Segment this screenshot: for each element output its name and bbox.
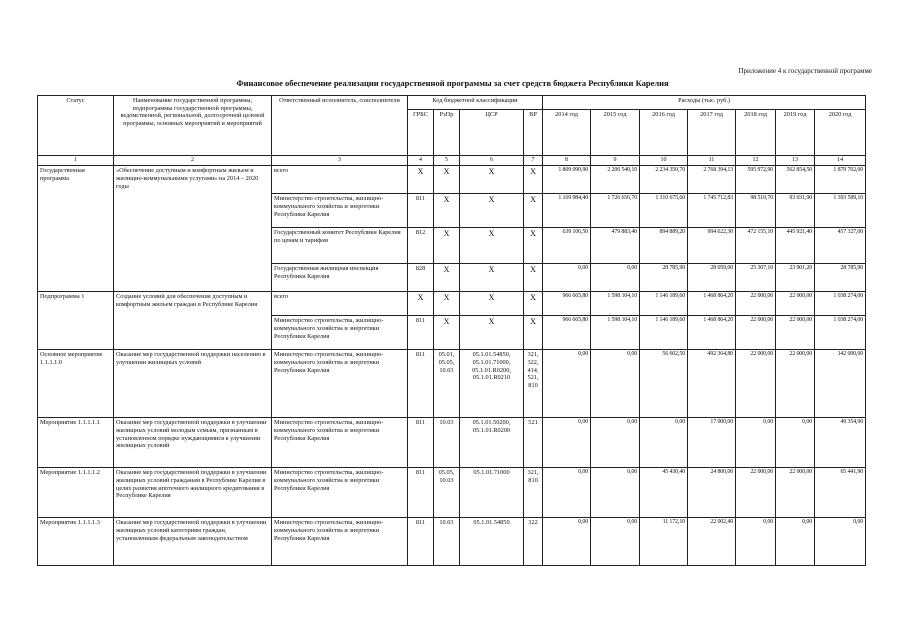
value-cell: 93 031,90 xyxy=(776,194,815,228)
header-rzpr: РзПр xyxy=(434,110,460,156)
executor-cell: Министерство строительства, жилищно-коммунального хозяйства и энергетики Республики Карелия xyxy=(272,518,408,566)
csr-cell: 05.1.01.71000 xyxy=(460,468,524,518)
value-cell: 22 000,00 xyxy=(776,316,815,350)
value-cell: 0,00 xyxy=(543,418,591,468)
value-cell: 1 146 189,60 xyxy=(640,316,688,350)
csr-cell xyxy=(460,418,524,468)
rzpr-cell: Х xyxy=(434,228,460,264)
table-body xyxy=(38,166,866,566)
header-year: 2014 год xyxy=(543,110,591,156)
value-cell: 28 059,00 xyxy=(688,264,736,292)
value-cell: 1 468 864,20 xyxy=(688,316,736,350)
column-number: 7 xyxy=(524,156,543,166)
value-cell: 1 169 984,40 xyxy=(543,194,591,228)
header-grbs: ГРБС xyxy=(408,110,434,156)
csr-cell: Х xyxy=(460,166,524,194)
header-year: 2018 год xyxy=(736,110,776,156)
vr-cell: Х xyxy=(524,166,543,194)
vr-cell: 322 xyxy=(524,518,543,566)
name-cell: «Обеспечение доступным и комфортным жильем и жилищно-коммунальными услугами» на 2014 – 2020 годы xyxy=(114,166,272,292)
csr-code: 05.1.01.R0200 xyxy=(472,426,511,434)
value-cell: 0,00 xyxy=(815,518,866,566)
vr-code: 321, xyxy=(527,351,539,359)
value-cell: 0,00 xyxy=(776,418,815,468)
value-cell: 0,00 xyxy=(640,418,688,468)
rzpr-cell: Х xyxy=(434,264,460,292)
value-cell: 22 000,00 xyxy=(736,350,776,418)
value-cell: 0,00 xyxy=(591,418,640,468)
grbs-cell: 811 xyxy=(408,518,434,566)
table-row xyxy=(38,518,866,566)
executor-cell: Министерство строительства, жилищно-коммунального хозяйства и энергетики Республики Карелия xyxy=(272,194,408,228)
rzpr-cell: 05.01, 05.05, 10.03 xyxy=(434,350,460,418)
executor-cell: Министерство строительства, жилищно-коммунального хозяйства и энергетики Республики Карелия xyxy=(272,316,408,350)
rzpr-cell: Х xyxy=(434,316,460,350)
status-cell: Подпрограмма 1 xyxy=(38,292,114,350)
header-expenses: Расходы (тыс. руб.) xyxy=(543,96,866,110)
value-cell: 22 000,00 xyxy=(776,292,815,316)
value-cell: 98 510,70 xyxy=(736,194,776,228)
grbs-cell: 811 xyxy=(408,418,434,468)
header-year: 2017 год xyxy=(688,110,736,156)
executor-cell: Государственная жилищная инспекция Республики Карелия xyxy=(272,264,408,292)
header-status: Статус xyxy=(38,96,114,156)
header-year: 2020 год xyxy=(815,110,866,156)
value-cell: 2 206 540,10 xyxy=(591,166,640,194)
value-cell: 28 785,90 xyxy=(815,264,866,292)
value-cell: 49 354,90 xyxy=(815,418,866,468)
rzpr-cell: Х xyxy=(434,166,460,194)
value-cell: 0,00 xyxy=(591,468,640,518)
vr-cell: 521 xyxy=(524,418,543,468)
value-cell: 0,00 xyxy=(591,264,640,292)
column-number: 11 xyxy=(688,156,736,166)
value-cell: 28 785,90 xyxy=(640,264,688,292)
vr-cell: Х xyxy=(524,264,543,292)
grbs-cell: Х xyxy=(408,166,434,194)
grbs-cell: 828 xyxy=(408,264,434,292)
value-cell: 0,00 xyxy=(591,350,640,418)
value-cell: 445 921,40 xyxy=(776,228,815,264)
executor-cell: Государственный комитет Республики Карелия по ценам и тарифам xyxy=(272,228,408,264)
status-cell: Мероприятие 1.1.1.1.2 xyxy=(38,468,114,518)
header-year: 2016 год xyxy=(640,110,688,156)
value-cell: 22 002,40 xyxy=(688,518,736,566)
column-number: 10 xyxy=(640,156,688,166)
value-cell: 0,00 xyxy=(543,518,591,566)
value-cell: 23 901,20 xyxy=(776,264,815,292)
vr-cell: Х xyxy=(524,292,543,316)
column-number: 13 xyxy=(776,156,815,166)
column-number: 2 xyxy=(114,156,272,166)
column-number: 1 xyxy=(38,156,114,166)
header-executor: Ответственный исполнитель, соисполнители xyxy=(272,96,408,156)
value-cell: 142 000,00 xyxy=(815,350,866,418)
vr-cell xyxy=(524,468,543,518)
appendix-note: Приложение 4 к государственной программе xyxy=(738,67,872,75)
value-cell: 1 038 274,00 xyxy=(815,292,866,316)
executor-cell: Министерство строительства, жилищно-коммунального хозяйства и энергетики Республики Карелия xyxy=(272,418,408,468)
vr-cell: Х xyxy=(524,316,543,350)
rzpr-cell: Х xyxy=(434,194,460,228)
value-cell: 492 364,80 xyxy=(688,350,736,418)
executor-cell: Министерство строительства, жилищно-коммунального хозяйства и энергетики Республики Карелия xyxy=(272,468,408,518)
column-number: 4 xyxy=(408,156,434,166)
value-cell: 1 879 702,00 xyxy=(815,166,866,194)
value-cell: 0,00 xyxy=(543,350,591,418)
header-year: 2015 год xyxy=(591,110,640,156)
column-number: 12 xyxy=(736,156,776,166)
value-cell: 1 745 712,83 xyxy=(688,194,736,228)
value-cell: 479 883,40 xyxy=(591,228,640,264)
vr-cell xyxy=(524,350,543,418)
header-kbk: Код бюджетной классификации xyxy=(408,96,543,110)
table-row xyxy=(38,292,866,316)
column-number: 8 xyxy=(543,156,591,166)
value-cell: 24 800,00 xyxy=(688,468,736,518)
table-row xyxy=(38,350,866,418)
vr-code: 414, xyxy=(527,366,539,374)
value-cell: 472 155,10 xyxy=(736,228,776,264)
header-vr: ВР xyxy=(524,110,543,156)
grbs-cell: 811 xyxy=(408,194,434,228)
value-cell: 1 310 675,60 xyxy=(640,194,688,228)
financing-table xyxy=(37,95,866,566)
column-number: 3 xyxy=(272,156,408,166)
status-cell: Основное мероприятие 1.1.1.1.0 xyxy=(38,350,114,418)
vr-code: 521, xyxy=(527,374,539,382)
name-cell: Оказание мер государственной поддержки в улучшении жилищных условий категориям граждан, установленным федеральным законодательством xyxy=(114,518,272,566)
status-cell: Мероприятие 1.1.1.1.1 xyxy=(38,418,114,468)
csr-code: 05.1.01.71000, xyxy=(472,358,511,366)
value-cell: 894 889,20 xyxy=(640,228,688,264)
csr-code: 05.1.01.R0210 xyxy=(472,374,511,382)
csr-cell xyxy=(460,350,524,418)
value-cell: 45 430,40 xyxy=(640,468,688,518)
value-cell: 595 972,90 xyxy=(736,166,776,194)
csr-cell: Х xyxy=(460,194,524,228)
value-cell: 1 809 090,90 xyxy=(543,166,591,194)
value-cell: 56 602,50 xyxy=(640,350,688,418)
value-cell: 562 854,50 xyxy=(776,166,815,194)
grbs-cell: 811 xyxy=(408,350,434,418)
value-cell: 1 468 864,20 xyxy=(688,292,736,316)
table-row xyxy=(38,418,866,468)
value-cell: 22 000,00 xyxy=(776,468,815,518)
value-cell: 17 000,00 xyxy=(688,418,736,468)
name-cell: Оказание мер государственной поддержки в улучшении жилищных условий гражданам в Республике Карелия в целях развития ипотечного жилищного кредитования в Республике Карелия xyxy=(114,468,272,518)
value-cell: 0,00 xyxy=(776,518,815,566)
name-cell: Создание условий для обеспечения доступным и комфортным жильем граждан в Республике Карелия xyxy=(114,292,272,350)
value-cell: 25 307,10 xyxy=(736,264,776,292)
grbs-cell: 811 xyxy=(408,468,434,518)
value-cell: 966 665,80 xyxy=(543,316,591,350)
value-cell: 1 726 656,70 xyxy=(591,194,640,228)
vr-code: 321, xyxy=(527,469,539,477)
header-name: Наименование государственной программы, подпрограммы государственной программы, ведомственной, региональной, долгосрочной целевой программы, основных мероприятий и мероприятий xyxy=(114,96,272,156)
value-cell: 1 038 274,00 xyxy=(815,316,866,350)
column-number-row xyxy=(38,156,866,166)
value-cell: 1 146 189,60 xyxy=(640,292,688,316)
status-cell: Государственная программа xyxy=(38,166,114,292)
value-cell: 639 106,50 xyxy=(543,228,591,264)
value-cell: 22 000,00 xyxy=(736,468,776,518)
header-year: 2019 год xyxy=(776,110,815,156)
executor-cell: Министерство строительства, жилищно-коммунального хозяйства и энергетики Республики Карелия xyxy=(272,350,408,418)
rzpr-cell: 10.03 xyxy=(434,418,460,468)
value-cell: 0,00 xyxy=(543,468,591,518)
vr-code: 810 xyxy=(528,382,538,389)
vr-code: 810 xyxy=(528,476,538,484)
name-cell: Оказание мер государственной поддержки в улучшении жилищных условий молодым семьям, признанным в установленном порядке нуждающимися в улучшении жилищных условий xyxy=(114,418,272,468)
value-cell: 22 000,00 xyxy=(776,350,815,418)
table-row xyxy=(38,468,866,518)
header-csr: ЦСР xyxy=(460,110,524,156)
vr-code: 322, xyxy=(527,358,539,366)
column-number: 9 xyxy=(591,156,640,166)
csr-cell: Х xyxy=(460,292,524,316)
value-cell: 22 000,00 xyxy=(736,292,776,316)
csr-cell: Х xyxy=(460,228,524,264)
vr-cell: Х xyxy=(524,194,543,228)
column-number: 5 xyxy=(434,156,460,166)
value-cell: 1 598 104,10 xyxy=(591,316,640,350)
rzpr-cell: 05.05, 10.03 xyxy=(434,468,460,518)
value-cell: 2 768 394,13 xyxy=(688,166,736,194)
value-cell: 1 598 104,10 xyxy=(591,292,640,316)
value-cell: 457 327,00 xyxy=(815,228,866,264)
executor-cell: всего xyxy=(272,292,408,316)
csr-code: 05.1.01.54850, xyxy=(472,351,511,359)
grbs-cell: 811 xyxy=(408,316,434,350)
document-title: Финансовое обеспечение реализации государственной программы за счет средств бюджета Республики Карелия xyxy=(236,78,669,88)
status-cell: Мероприятие 1.1.1.1.3 xyxy=(38,518,114,566)
value-cell: 966 665,80 xyxy=(543,292,591,316)
rzpr-cell: 10.03 xyxy=(434,518,460,566)
executor-cell: всего xyxy=(272,166,408,194)
value-cell: 0,00 xyxy=(736,418,776,468)
csr-cell: Х xyxy=(460,316,524,350)
value-cell: 0,00 xyxy=(591,518,640,566)
csr-cell: 05.1.01.54850 xyxy=(460,518,524,566)
csr-cell: Х xyxy=(460,264,524,292)
vr-cell: Х xyxy=(524,228,543,264)
value-cell: 0,00 xyxy=(736,518,776,566)
grbs-cell: Х xyxy=(408,292,434,316)
rzpr-cell: Х xyxy=(434,292,460,316)
value-cell: 994 622,30 xyxy=(688,228,736,264)
grbs-cell: 812 xyxy=(408,228,434,264)
value-cell: 22 000,00 xyxy=(736,316,776,350)
csr-code: 05.1.01.R0200, xyxy=(472,366,511,374)
name-cell: Оказание мер государственной поддержки населению в улучшении жилищных условий xyxy=(114,350,272,418)
column-number: 6 xyxy=(460,156,524,166)
value-cell: 2 234 350,70 xyxy=(640,166,688,194)
column-number: 14 xyxy=(815,156,866,166)
table-row xyxy=(38,166,866,194)
value-cell: 65 441,90 xyxy=(815,468,866,518)
value-cell: 0,00 xyxy=(543,264,591,292)
value-cell: 1 393 589,10 xyxy=(815,194,866,228)
value-cell: 11 172,10 xyxy=(640,518,688,566)
csr-code: 05.1.01.50200, xyxy=(472,419,511,427)
